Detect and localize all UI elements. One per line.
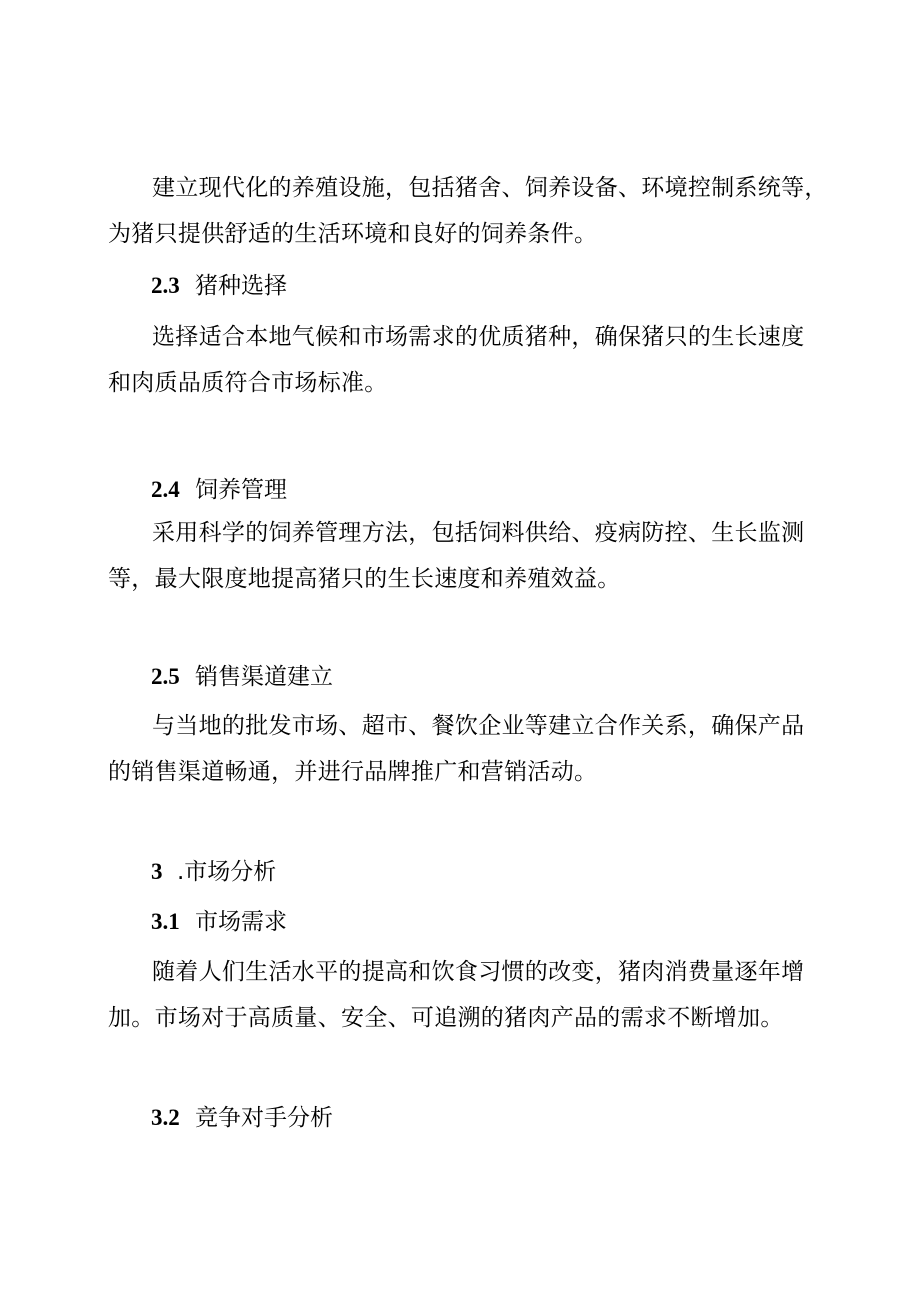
paragraph-line: 的销售渠道畅通，并进行品牌推广和营销活动。 — [108, 759, 598, 785]
paragraph-2-3 — [108, 314, 804, 406]
heading-3-2 — [151, 1103, 333, 1133]
section-number: 2.5 — [151, 664, 180, 689]
paragraph-line: 采用科学的饲养管理方法，包括饲料供给、疫病防控、生长监测 — [152, 520, 805, 546]
paragraph-line: 随着人们生活水平的提高和饮食习惯的改变，猪肉消费量逐年增 — [152, 959, 805, 985]
paragraph-line: 等，最大限度地提高猪只的生长速度和养殖效益。 — [108, 566, 621, 592]
paragraph-line: 为猪只提供舒适的生活环境和良好的饲养条件。 — [108, 221, 598, 247]
section-title: 竞争对手分析 — [195, 1105, 333, 1131]
section-number: 3.2 — [151, 1105, 180, 1130]
section-number: 2.3 — [151, 273, 180, 298]
heading-3 — [151, 857, 276, 887]
section-title: .市场分析 — [177, 859, 277, 885]
section-number: 3.1 — [151, 909, 180, 934]
paragraph-line: 与当地的批发市场、超市、餐饮企业等建立合作关系，确保产品 — [152, 713, 805, 739]
heading-3-1 — [151, 907, 287, 937]
section-number: 3 — [151, 859, 163, 884]
section-title: 猪种选择 — [195, 273, 287, 299]
paragraph-facilities — [108, 165, 828, 257]
paragraph-2-4 — [108, 510, 804, 602]
heading-2-3 — [151, 271, 287, 301]
heading-2-4 — [151, 475, 287, 505]
paragraph-3-1 — [108, 949, 804, 1041]
paragraph-2-5 — [108, 703, 804, 795]
section-title: 销售渠道建立 — [195, 664, 333, 690]
heading-2-5 — [151, 662, 333, 692]
paragraph-line: 建立现代化的养殖设施，包括猪舍、饲养设备、环境控制系统等， — [152, 175, 828, 201]
paragraph-line: 和肉质品质符合市场标准。 — [108, 370, 388, 396]
section-title: 市场需求 — [195, 909, 287, 935]
paragraph-line: 选择适合本地气候和市场需求的优质猪种，确保猪只的生长速度 — [152, 324, 805, 350]
section-title: 饲养管理 — [195, 477, 287, 503]
section-number: 2.4 — [151, 477, 180, 502]
paragraph-line: 加。市场对于高质量、安全、可追溯的猪肉产品的需求不断增加。 — [108, 1005, 784, 1031]
